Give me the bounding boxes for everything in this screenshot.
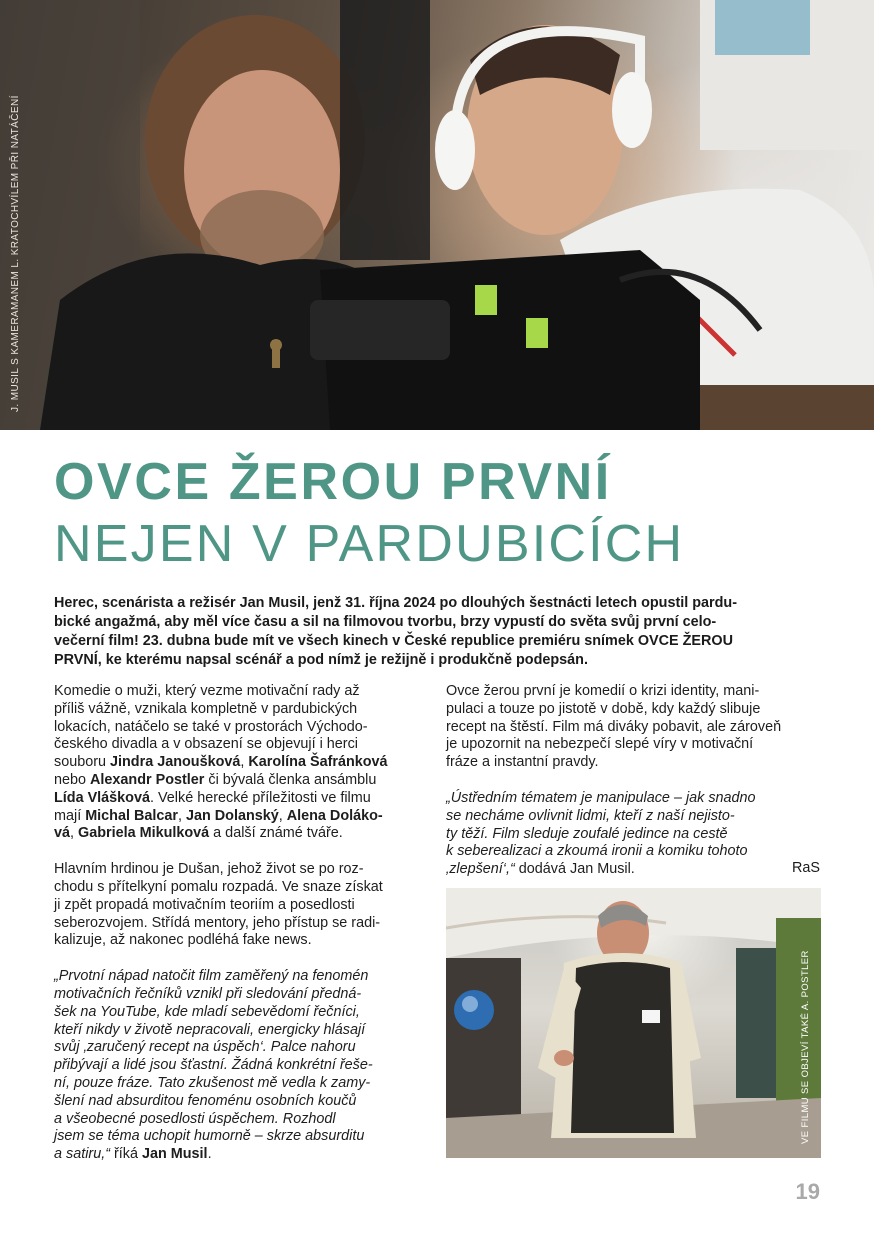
actor-name: Karolína Šafránková bbox=[248, 754, 388, 771]
actor-name: Jan Dolanský bbox=[185, 807, 279, 824]
paragraph-theme bbox=[446, 683, 824, 772]
text-line: příliš vážně, vznikala kompletně v pardubických bbox=[54, 700, 358, 717]
text-run: mají bbox=[54, 807, 86, 824]
quote-line bbox=[446, 861, 824, 879]
text-run: a satiru,“ bbox=[54, 1146, 110, 1163]
lead-line: bické angažmá, aby měl více času a sil na filmovou tvorbu, brzy vypustí do světa svůj první celo- bbox=[54, 614, 717, 630]
actor-name: vá bbox=[54, 825, 71, 842]
lead-line: Herec, scenárista a režisér Jan Musil, jenž 31. října 2024 po dlouhých šestnácti letech opustil pardu- bbox=[54, 595, 738, 611]
actor-photo-caption: VE FILMU SE OBJEVÍ TAKÉ A. POSTLER bbox=[800, 950, 811, 1144]
quote-line: šlení nad absurditou fenoménu osobních koučů bbox=[54, 1092, 357, 1109]
paragraph-gap bbox=[54, 950, 426, 968]
text-run: či bývalá členka ansámblu bbox=[204, 771, 377, 788]
text-run: říká bbox=[109, 1146, 142, 1163]
quote-theme bbox=[446, 790, 824, 879]
text-run: . Velké herecké příležitosti ve filmu bbox=[150, 789, 371, 806]
quote-line: se necháme ovlivnit lidmi, kteří z naší nejisto- bbox=[446, 807, 735, 824]
article-column-right bbox=[446, 683, 824, 879]
quote-line: jsem se téma uchopit humorně – skrze absurditu bbox=[54, 1128, 365, 1145]
text-line: Ovce žerou první je komedií o krizi identity, mani- bbox=[446, 683, 760, 699]
text-line: českého divadla a v obsazení se objevují i herci bbox=[54, 736, 358, 753]
text-run: nebo bbox=[54, 771, 91, 788]
actor-name: Alexandr Postler bbox=[90, 771, 205, 788]
text-line: Hlavním hrdinou je Dušan, jehož život se po roz- bbox=[54, 861, 364, 878]
paragraph-intro bbox=[54, 683, 426, 843]
quote-line bbox=[54, 1146, 426, 1164]
actor-name: Jindra Janoušková bbox=[110, 754, 241, 771]
hero-photo-illustration bbox=[0, 0, 874, 430]
text-run: , bbox=[278, 807, 287, 824]
text-line bbox=[54, 825, 426, 843]
article-title-line2: NEJEN V PARDUBICÍCH bbox=[54, 515, 685, 573]
text-line: ji zpět propadá motivačním teoriím a posedlosti bbox=[54, 896, 355, 913]
speaker-name: Jan Musil bbox=[141, 1146, 208, 1163]
paragraph-gap bbox=[446, 772, 824, 790]
actor-photo-illustration bbox=[446, 888, 821, 1158]
quote-line: přibývají a lidé jsou šťastní. Žádná konkrétní řeše- bbox=[54, 1057, 373, 1074]
paragraph-hero bbox=[54, 861, 426, 950]
quote-line: motivačních řečníků vznikl při sledování předná- bbox=[54, 985, 362, 1002]
quote-line: ty těží. Film sleduje zoufalé jedince na cestě bbox=[446, 825, 728, 842]
text-run: , bbox=[240, 754, 249, 771]
text-line bbox=[54, 754, 426, 772]
actor-name: Michal Balcar bbox=[85, 807, 178, 824]
text-line: seberozvojem. Střídá mentory, jeho přístup se radi- bbox=[54, 914, 381, 931]
article-column-left bbox=[54, 683, 426, 1164]
lead-line: PRVNÍ, ke kterému napsal scénář a pod nímž je režijně i produkčně podepsán. bbox=[54, 652, 588, 668]
paragraph-gap bbox=[54, 843, 426, 861]
article-lead bbox=[54, 594, 824, 670]
hero-photo bbox=[0, 0, 874, 430]
page-number: 19 bbox=[795, 1179, 820, 1204]
text-line: chodu s přítelkyní pomalu rozpadá. Ve snaze získat bbox=[54, 878, 383, 895]
text-line: fráze a instantní pravdy. bbox=[446, 754, 599, 771]
text-line: Komedie o muži, který vezme motivační rady až bbox=[54, 683, 360, 699]
quote-line: svůj ‚zaručený recept na úspěch‘. Palce nahoru bbox=[54, 1039, 356, 1056]
hero-photo-caption: J. MUSIL S KAMERAMANEM L. KRATOCHVÍLEM PŘI NATÁČENÍ bbox=[10, 95, 21, 412]
quote-line: kteří nikdy v životě nepracovali, energicky hlásají bbox=[54, 1021, 366, 1038]
text-run: dodává Jan Musil. bbox=[514, 861, 635, 878]
text-line: kalizuje, až nakonec podléhá fake news. bbox=[54, 932, 312, 949]
quote-line: „Ústředním tématem je manipulace – jak snadno bbox=[446, 789, 756, 806]
quote-line: k seberealizaci a zkoumá ironii a komiku tohoto bbox=[446, 843, 748, 860]
text-run: . bbox=[207, 1146, 212, 1163]
actor-name: Gabriela Mikulková bbox=[78, 825, 210, 842]
actor-name: Alena Doláko- bbox=[286, 807, 383, 824]
text-line: lokacích, natáčelo se také v prostorách Východo- bbox=[54, 718, 368, 735]
text-line: pulaci a touze po jistotě v době, kdy každý slibuje bbox=[446, 700, 761, 717]
article-title-line1: OVCE ŽEROU PRVNÍ bbox=[54, 453, 612, 511]
text-run: , bbox=[70, 825, 79, 842]
text-line: je upozornit na nebezpečí slepé víry v motivační bbox=[446, 736, 754, 753]
quote-director bbox=[54, 968, 426, 1164]
text-run: ‚zlepšení‘,“ bbox=[446, 861, 515, 878]
actor-name: Lída Vlášková bbox=[54, 789, 150, 806]
text-line bbox=[54, 808, 426, 826]
lead-line: večerní film! 23. dubna bude mít ve všech kinech v České republice premiéru snímek OVCE ŽEROU bbox=[54, 633, 733, 649]
quote-line: a všeobecné posedlosti úspěchem. Rozhodl bbox=[54, 1110, 336, 1127]
author-signature: RaS bbox=[792, 860, 820, 876]
text-line bbox=[54, 790, 426, 808]
text-run: a další známé tváře. bbox=[209, 825, 343, 842]
text-line bbox=[54, 772, 426, 790]
quote-line: ní, pouze fráze. Tato zkušenost mě vedla k zamy- bbox=[54, 1074, 371, 1091]
text-line: recept na štěstí. Film má diváky pobavit, ale zároveň bbox=[446, 718, 782, 735]
actor-photo bbox=[446, 888, 821, 1158]
text-run: , bbox=[177, 807, 186, 824]
quote-line: šek na YouTube, kde mladí sebevědomí řečníci, bbox=[54, 1003, 360, 1020]
text-run: souboru bbox=[54, 754, 111, 771]
quote-line: „Prvotní nápad natočit film zaměřený na fenomén bbox=[54, 968, 369, 985]
